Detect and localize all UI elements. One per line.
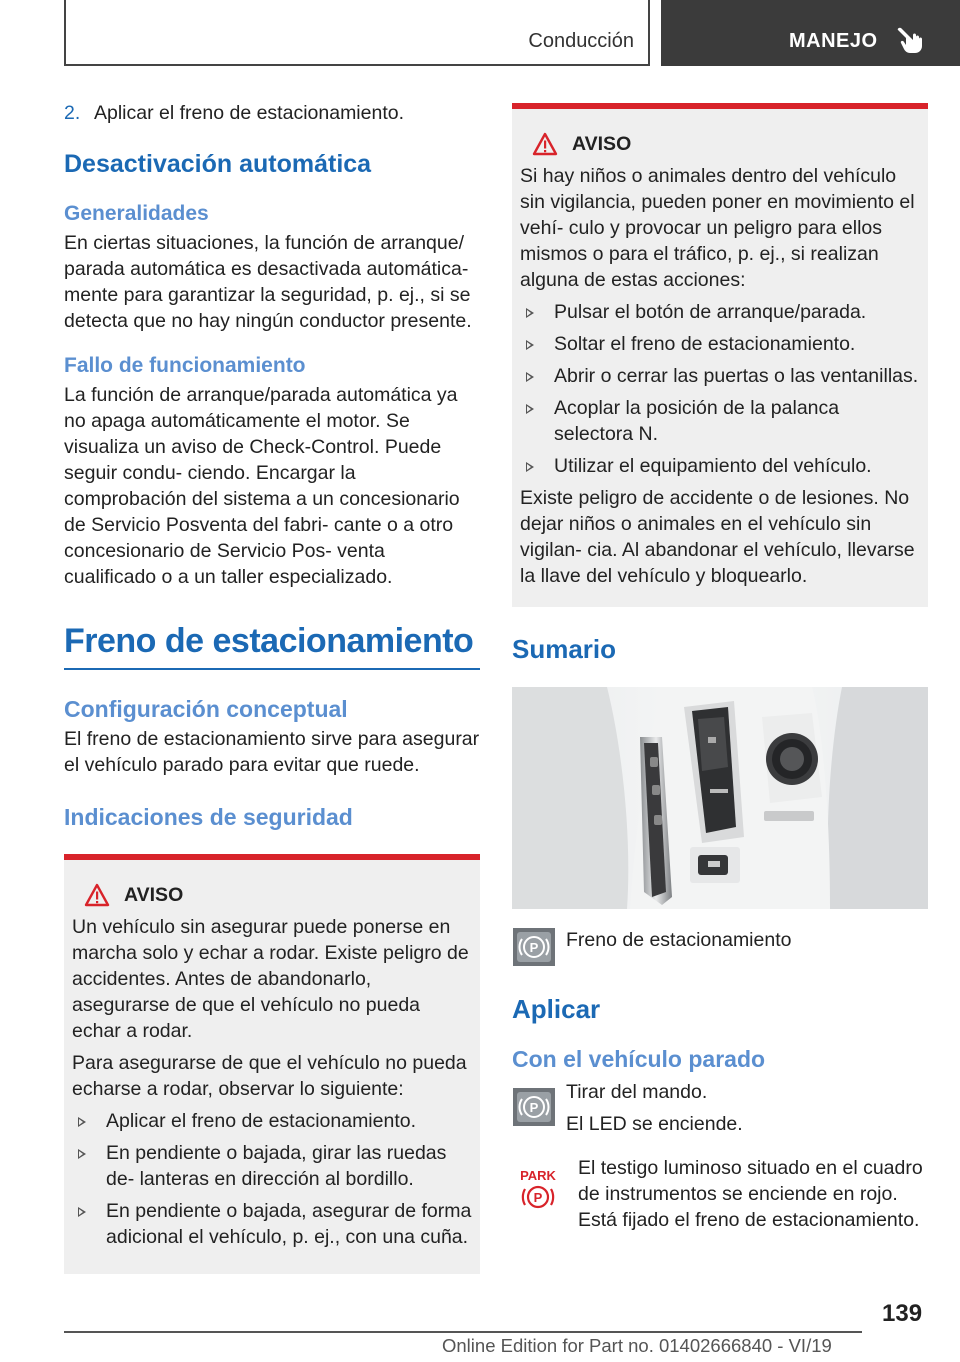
park-indicator-row bbox=[512, 1155, 928, 1233]
apply-row bbox=[512, 1079, 928, 1137]
warning-list bbox=[520, 299, 920, 479]
heading-desactivacion: Desactivación automática bbox=[64, 150, 372, 178]
warning-triangle-icon bbox=[84, 883, 110, 907]
chapter-title: Conducción bbox=[528, 30, 634, 52]
list-item: Abrir o cerrar las puertas o las ventanillas. bbox=[520, 363, 920, 389]
warning-title bbox=[520, 131, 920, 157]
caption-row bbox=[512, 927, 928, 967]
parking-brake-button-icon bbox=[512, 1087, 556, 1127]
park-warning-light-icon bbox=[512, 1163, 564, 1215]
heading-fallo: Fallo de funcionamiento bbox=[64, 354, 306, 377]
paragraph-fallo: La función de arranque/parada automática ya no apaga automáticamente el motor. Se visualiza un aviso de Check-Control. Puede seguir condu‐ ciendo. Encargar la comprobación del sistema a un concesionario de Servicio Posventa del fabri‐ cante o a otro concesionario de Servicio Pos‐ venta cualificado o a un taller especializado. bbox=[64, 384, 460, 588]
heading-generalidades: Generalidades bbox=[64, 202, 209, 225]
page-number: 139 bbox=[882, 1300, 923, 1327]
heading-con-vehiculo-parado: Con el vehículo parado bbox=[512, 1046, 766, 1072]
step-text: Aplicar el freno de estacionamiento. bbox=[94, 102, 405, 124]
list-item: Pulsar el botón de arranque/parada. bbox=[520, 299, 920, 325]
instruction-led: El LED se enciende. bbox=[566, 1113, 743, 1135]
list-item: En pendiente o bajada, asegurar de forma adicional el vehículo, p. ej., con una cuña. bbox=[72, 1198, 472, 1250]
header-chapter-box bbox=[64, 0, 650, 66]
heading-freno-estacionamiento: Freno de estacionamiento bbox=[64, 622, 474, 660]
list-item: En pendiente o bajada, girar las ruedas de‐ lanteras en dirección al bordillo. bbox=[72, 1140, 472, 1192]
heading-sumario: Sumario bbox=[512, 634, 617, 664]
warning-box-left bbox=[64, 854, 480, 1274]
step-2 bbox=[64, 100, 480, 126]
instruction-testigo: El testigo luminoso situado en el cuadro de instrumentos se enciende en rojo. Está fijado el freno de estacionamiento. bbox=[578, 1157, 923, 1231]
footer-edition: Online Edition for Part no. 01402666840 - VI/19 bbox=[442, 1335, 832, 1356]
center-console-photo bbox=[512, 687, 928, 909]
list-item: Utilizar el equipamiento del vehículo. bbox=[520, 453, 920, 479]
heading-configuracion: Configuración conceptual bbox=[64, 696, 348, 722]
warning-title-text: AVISO bbox=[572, 132, 632, 155]
svg-text:PARK: PARK bbox=[520, 1168, 556, 1183]
instruction-tirar: Tirar del mando. bbox=[566, 1081, 708, 1103]
header-section-box bbox=[661, 0, 960, 66]
heading-seguridad: Indicaciones de seguridad bbox=[64, 804, 353, 830]
warning-paragraph-1: Un vehículo sin asegurar puede ponerse en marcha solo y echar a rodar. Existe peligro de accidentes. Antes de abandonarlo, asegurarse de que el vehículo no pueda echar a rodar. bbox=[72, 916, 469, 1042]
right-column bbox=[512, 103, 928, 1233]
warning-box-right bbox=[512, 103, 928, 607]
warning-list bbox=[72, 1108, 472, 1250]
photo-caption: Freno de estacionamiento bbox=[566, 929, 792, 951]
list-item: Soltar el freno de estacionamiento. bbox=[520, 331, 920, 357]
warning-title-text: AVISO bbox=[124, 883, 184, 906]
hand-pointer-icon bbox=[895, 24, 925, 54]
warning-paragraph-1: Si hay niños o animales dentro del vehículo sin vigilancia, pueden poner en movimiento el vehí‐ culo y provocar un peligro para ellos mismos o para el tráfico, p. ej., si realizan alguna de estas acciones: bbox=[520, 165, 915, 291]
heading-aplicar: Aplicar bbox=[512, 994, 601, 1024]
console-illustration bbox=[512, 687, 928, 909]
left-column bbox=[64, 100, 480, 1274]
list-item: Acoplar la posición de la palanca selectora N. bbox=[520, 395, 920, 447]
svg-text:P: P bbox=[529, 1100, 539, 1115]
svg-text:P: P bbox=[533, 1190, 543, 1205]
warning-paragraph-2: Para asegurarse de que el vehículo no pueda echarse a rodar, observar lo siguiente: bbox=[72, 1052, 467, 1100]
svg-text:P: P bbox=[529, 940, 539, 955]
warning-title bbox=[72, 882, 472, 908]
paragraph-configuracion: El freno de estacionamiento sirve para asegurar el vehículo parado para evitar que ruede. bbox=[64, 728, 480, 776]
footer-rule bbox=[64, 1331, 862, 1333]
section-title: MANEJO bbox=[789, 30, 878, 52]
list-item: Aplicar el freno de estacionamiento. bbox=[72, 1108, 472, 1134]
warning-paragraph-2: Existe peligro de accidente o de lesiones. No dejar niños o animales en el vehículo sin vigilan‐ cia. Al abandonar el vehículo, llevarse la llave del vehículo y bloquearlo. bbox=[520, 487, 915, 587]
step-number: 2. bbox=[64, 102, 81, 124]
warning-triangle-icon bbox=[532, 132, 558, 156]
parking-brake-button-icon bbox=[512, 927, 556, 967]
heading-rule bbox=[64, 668, 480, 670]
paragraph-generalidades: En ciertas situaciones, la función de arranque/ parada automática es desactivada automática‐ mente para garantizar la seguridad, p. ej., si se detecta que no hay ningún conductor presente. bbox=[64, 232, 472, 332]
